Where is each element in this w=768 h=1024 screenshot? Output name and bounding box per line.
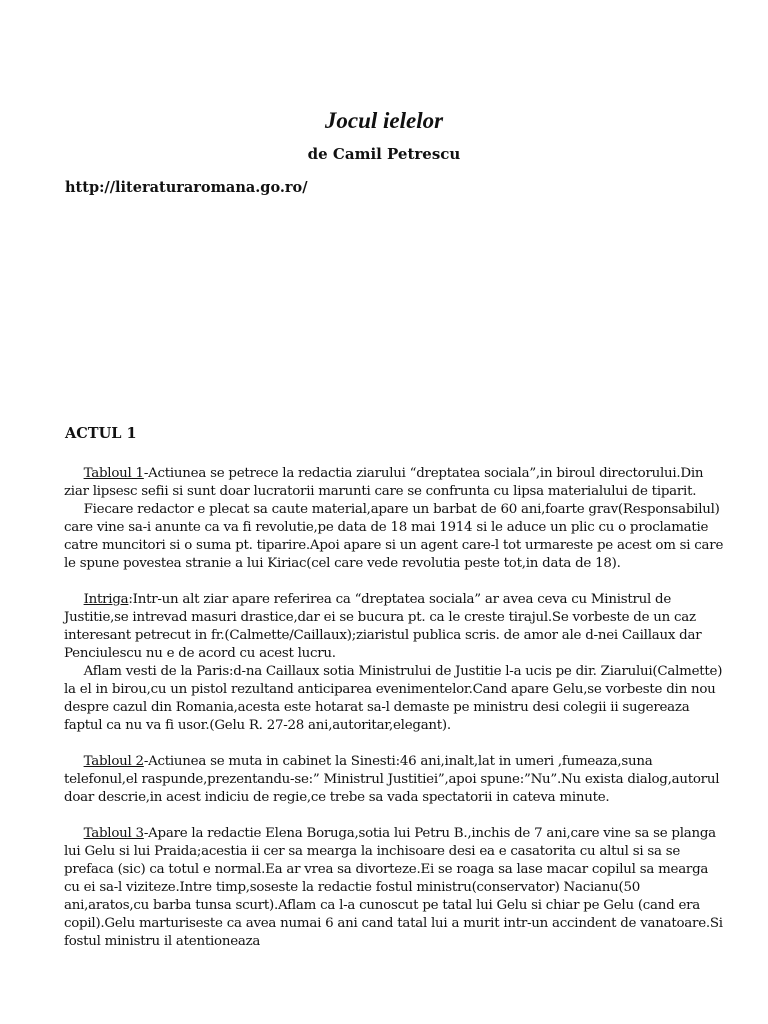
paragraph-text: Aflam vesti de la Paris:d-na Caillaux sotia Ministrului de Justitie l-a ucis pe dir. Ziarului(Calmette) la el in birou,cu un pistol rezultand anticiparea evenimentelor.Cand apare Gelu,se vorbeste din nou despre cazul din Romania,acesta este hotarat sa-l demaste pe ministru desi colegii ii sugereaza faptul ca nu va fi usor.(Gelu R. 27-28 ani,autoritar,elegant). xyxy=(64,664,723,733)
paragraph-text: -Apare la redactie Elena Boruga,sotia lui Petru B.,inchis de 7 ani,care vine sa se planga lui Gelu si lui Praida;acestia ii cer sa mearga la inchisoare desi ea e casatorita cu altul si sa se prefaca (sic) ca totul e normal.Ea ar vrea sa divorteze.Ei se roaga sa lase macar copilul sa mearga cu ei sa-l viziteze.Intre timp,soseste la redactie fostul ministru(conservator) Nacianu(50 ani,aratos,cu barba tunsa scurt).Aflam ca l-a cunoscut pe tatal lui Gelu si chiar pe Gelu (cand era copil).Gelu marturiseste ca avea numai 6 ani cand tatal lui a murit intr-un accindent de vanatoare.Si fostul ministru il atentioneaza xyxy=(64,826,723,949)
act-heading: ACTUL 1 xyxy=(65,425,137,442)
paragraph-gap xyxy=(64,735,726,753)
paragraph-intriga xyxy=(64,591,726,663)
paragraph-label: Tabloul 3 xyxy=(83,826,144,841)
paragraph-vesti-paris xyxy=(64,663,726,735)
author-line: de Camil Petrescu xyxy=(307,145,461,163)
paragraph-text: -Actiunea se muta in cabinet la Sinesti:46 ani,inalt,lat in umeri ,fumeaza,suna telefonul,el raspunde,prezentandu-se:” Ministrul Justitiei”,apoi spune:”Nu”.Nu exista dialog,autorul doar descrie,in acest indiciu de regie,ce trebe sa vada spectatorii in cateva minute. xyxy=(64,754,720,805)
paragraph-tabloul-1 xyxy=(64,465,726,501)
paragraph-label: Tabloul 2 xyxy=(83,754,144,769)
paragraph-label: Intriga xyxy=(83,592,129,607)
document-title: Jocul ielelor xyxy=(324,108,444,133)
paragraph-redactor xyxy=(64,501,726,573)
source-url[interactable]: http://literaturaromana.go.ro/ xyxy=(65,179,308,196)
paragraph-text: -Actiunea se petrece la redactia ziarului “dreptatea sociala”,in biroul directorului.Din ziar lipsesc sefii si sunt doar lucratorii marunti care se confrunta cu lipsa materialului de tiparit. xyxy=(64,466,704,499)
paragraph-tabloul-3 xyxy=(64,825,726,951)
document-body xyxy=(64,465,726,951)
paragraph-text: Fiecare redactor e plecat sa caute material,apare un barbat de 60 ani,foarte grav(Responsabilul) care vine sa-i anunte ca va fi revolutie,pe data de 18 mai 1914 si le aduce un plic cu o proclamatie catre muncitori si o suma pt. tiparire.Apoi apare si un agent care-l tot urmareste pe acest om si care le spune povestea stranie a lui Kiriac(cel care vede revolutia peste tot,in data de 18). xyxy=(64,502,724,571)
paragraph-gap xyxy=(64,807,726,825)
paragraph-text: :Intr-un alt ziar apare referirea ca “dreptatea sociala” ar avea ceva cu Ministrul de Justitie,se intrevad masuri drastice,dar ei se bucura pt. ca le creste tirajul.Se vorbeste de un caz interesant petrecut in fr.(Calmette/Caillaux);ziaristul publica scris. de amor ale d-nei Caillaux dar Penciulescu nu e de acord cu acest lucru. xyxy=(64,592,702,661)
paragraph-tabloul-2 xyxy=(64,753,726,807)
paragraph-label: Tabloul 1 xyxy=(83,466,144,481)
paragraph-gap xyxy=(64,573,726,591)
